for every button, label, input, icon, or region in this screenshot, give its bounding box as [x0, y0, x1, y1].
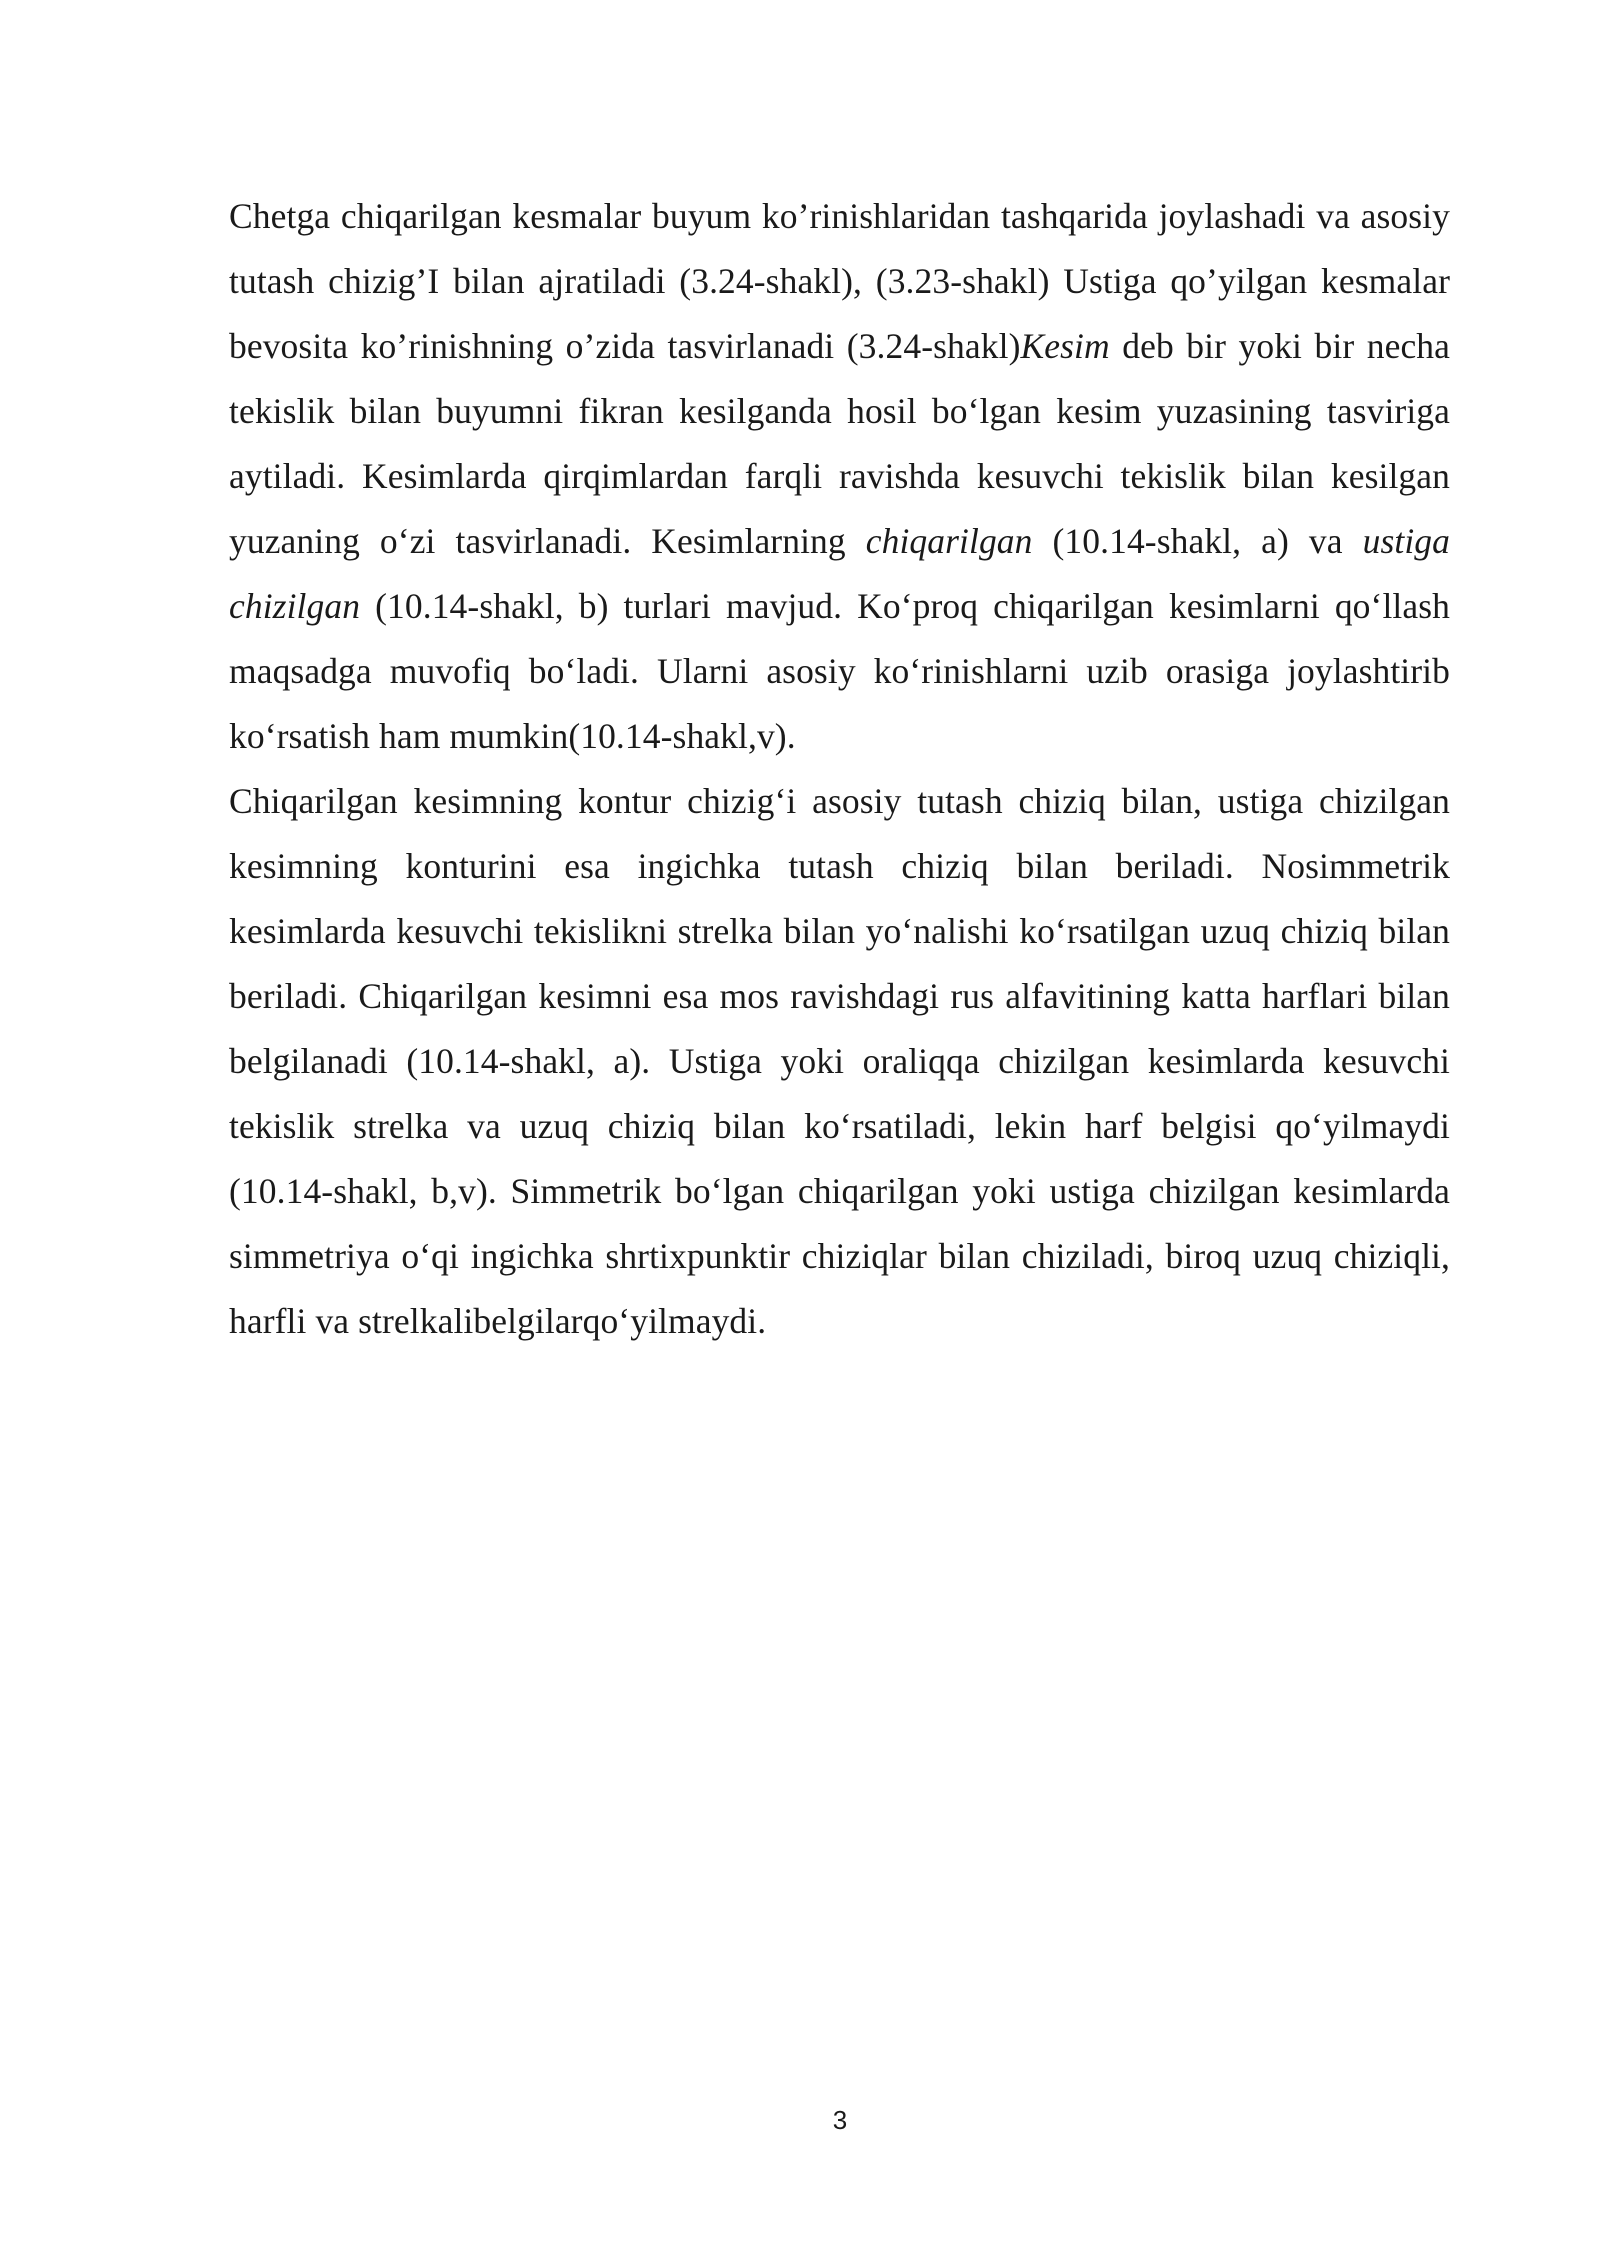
body-text — [229, 184, 1450, 1354]
term-ustiga-chizilgan: ustiga chizilgan — [229, 521, 1451, 626]
paragraph-1-part-2: deb bir yoki bir necha tekislik bilan buyumni fikran kesilganda hosil bo‘lgan kesim yuzasining tasviriga aytiladi. Kesimlarda qirqimlardan farqli ravishda kesuvchi tekislik bilan kesilgan yuzaning o‘zi tasvirlanadi. Kesimlarning — [229, 326, 1451, 561]
paragraph-1-part-1: Chetga chiqarilgan kesmalar buyum ko’rinishlaridan tashqarida joylashadi va asosiy tutash chizig’I bilan ajratiladi (3.24-shakl), (3.23-shakl) Ustiga qo’yilgan kesmalar bevosita ko’rinishning o’zida tasvirlanadi (3.24-shakl) — [229, 196, 1450, 366]
paragraph-2: Chiqarilgan kesimning kontur chizig‘i asosiy tutash chiziq bilan, ustiga chizilgan kesimning konturini esa ingichka tutash chiziq bilan beriladi. Nosimmetrik kesimlarda kesuvchi tekislikni strelka bilan yo‘nalishi ko‘rsatilgan uzuq chiziq bilan beriladi. Chiqarilgan kesimni esa mos ravishdagi rus alfavitining katta harflari bilan belgilanadi (10.14-shakl, a). Ustiga yoki oraliqqa chizilgan kesimlarda kesuvchi tekislik strelka va uzuq chiziq bilan ko‘rsatiladi, lekin harf belgisi qo‘yilmaydi (10.14-shakl, b,v). Simmetrik bo‘lgan chiqarilgan yoki ustiga chizilgan kesimlarda simmetriya o‘qi ingichka shrtixpunktir chiziqlar bilan chiziladi, biroq uzuq chiziqli, harfli va strelkalibelgilarqo‘yilmaydi. — [229, 781, 1450, 1341]
paragraph-1 — [229, 184, 1450, 769]
page-number: 3 — [832, 2105, 848, 2135]
term-kesim: Kesim — [1020, 326, 1110, 366]
term-chiqarilgan: chiqarilgan — [865, 521, 1033, 561]
paragraph-1-part-4: (10.14-shakl, b) turlari mavjud. Ko‘proq chiqarilgan kesimlarni qo‘llash maqsadga muvofiq bo‘ladi. Ularni asosiy ko‘rinishlarni uzib orasiga joylashtirib ko‘rsatish ham mumkin(10.14-shakl,v). — [229, 586, 1450, 756]
paragraph-1-part-3: (10.14-shakl, a) va — [1032, 521, 1363, 561]
